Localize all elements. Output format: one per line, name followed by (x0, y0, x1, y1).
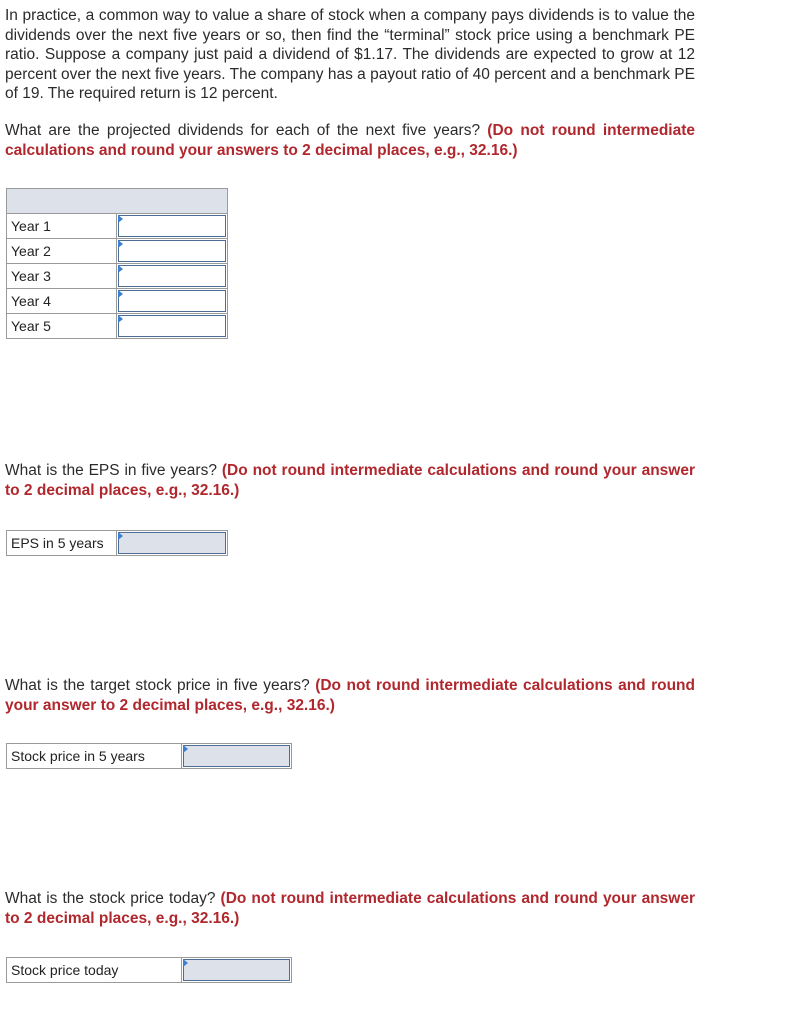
flag-icon (118, 532, 123, 540)
table-row (7, 531, 228, 556)
row-label: Year 2 (7, 239, 117, 264)
question-4-instruction: (Do not round intermediate calculations and round your answer to 2 decimal places, e.g., 32.16.) (5, 890, 695, 927)
question-3 (5, 676, 695, 715)
row-label: Year 1 (7, 214, 117, 239)
table-header-cell (7, 189, 228, 214)
year-4-dividend-cell[interactable] (117, 289, 228, 314)
flag-icon (118, 265, 123, 273)
question-1 (5, 121, 695, 160)
year-5-dividend-cell[interactable] (117, 314, 228, 339)
table-row (7, 744, 292, 769)
table-row (7, 314, 228, 339)
question-3-instruction: (Do not round intermediate calculations and round your answer to 2 decimal places, e.g., 32.16.) (5, 677, 695, 714)
year-1-dividend-cell[interactable] (117, 214, 228, 239)
price-today-cell[interactable] (182, 958, 292, 983)
question-3-text: What is the target stock price in five years? (5, 677, 316, 694)
question-2 (5, 461, 695, 500)
table-row (7, 239, 228, 264)
year-2-dividend-input[interactable] (118, 240, 226, 262)
flag-icon (118, 215, 123, 223)
year-3-dividend-input[interactable] (118, 265, 226, 287)
dividends-table (6, 188, 228, 339)
table-row (7, 289, 228, 314)
question-1-text: What are the projected dividends for each of the next five years? (5, 122, 488, 139)
flag-icon (118, 315, 123, 323)
question-2-text: What is the EPS in five years? (5, 462, 222, 479)
question-1-instruction: (Do not round intermediate calculations and round your answers to 2 decimal places, e.g., 32.16.) (5, 122, 695, 159)
target-price-cell[interactable] (182, 744, 292, 769)
eps-input[interactable] (118, 532, 226, 554)
question-4-text: What is the stock price today? (5, 890, 221, 907)
table-header-row (7, 189, 228, 214)
flag-icon (183, 959, 188, 967)
eps-label: EPS in 5 years (7, 531, 117, 556)
price-today-table (6, 957, 292, 983)
flag-icon (183, 745, 188, 753)
target-price-input[interactable] (183, 745, 290, 767)
problem-statement: In practice, a common way to value a share of stock when a company pays dividends is to value the dividends over the next five years or so, then find the “terminal” stock price using a benchmark PE ratio. Suppose a company just paid a dividend of $1.17. The dividends are expected to grow at 12 percent over the next five years. The company has a payout ratio of 40 percent and a benchmark PE of 19. The required return is 12 percent. (5, 7, 695, 102)
target-price-table (6, 743, 292, 769)
eps-cell[interactable] (117, 531, 228, 556)
row-label: Year 4 (7, 289, 117, 314)
year-2-dividend-cell[interactable] (117, 239, 228, 264)
question-4 (5, 889, 695, 928)
flag-icon (118, 240, 123, 248)
table-row (7, 958, 292, 983)
year-4-dividend-input[interactable] (118, 290, 226, 312)
question-2-instruction: (Do not round intermediate calculations and round your answer to 2 decimal places, e.g., 32.16.) (5, 462, 695, 499)
row-label: Year 5 (7, 314, 117, 339)
year-5-dividend-input[interactable] (118, 315, 226, 337)
flag-icon (118, 290, 123, 298)
target-price-label: Stock price in 5 years (7, 744, 182, 769)
price-today-label: Stock price today (7, 958, 182, 983)
table-row (7, 264, 228, 289)
price-today-input[interactable] (183, 959, 290, 981)
eps-table (6, 530, 228, 556)
row-label: Year 3 (7, 264, 117, 289)
table-row (7, 214, 228, 239)
year-3-dividend-cell[interactable] (117, 264, 228, 289)
year-1-dividend-input[interactable] (118, 215, 226, 237)
